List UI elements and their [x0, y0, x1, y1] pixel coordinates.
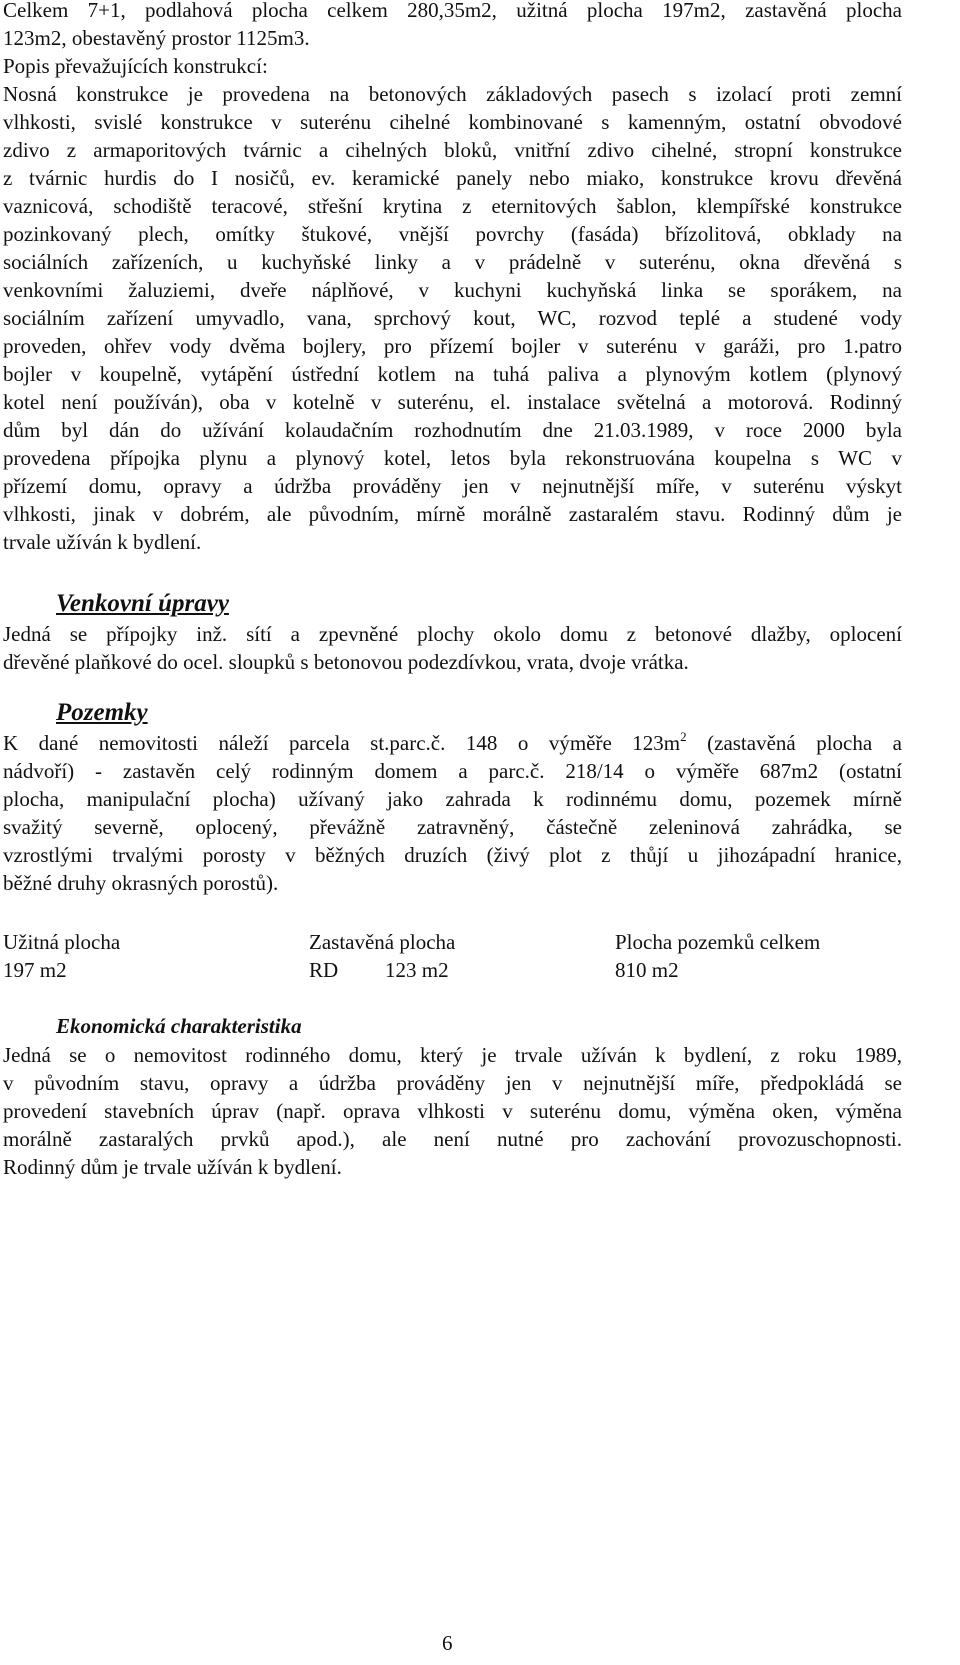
text-line: Popis převažujících konstrukcí:	[3, 54, 268, 78]
text-line: z tvárnic hurdis do I nosičů, ev. keramické panely nebo miako, konstrukce krovu dřevěná	[3, 166, 902, 190]
text-line: Jedná se přípojky inž. sítí a zpevněné plochy okolo domu z betonové dlažby, oplocení	[3, 622, 902, 646]
text-line: zdivo z armaporitových tvárnic a cihelných bloků, vnitřní zdivo cihelné, stropní konstrukce	[3, 138, 902, 162]
section-heading-ekonomicka: Ekonomická charakteristika	[56, 1014, 302, 1038]
text-line: přízemí domu, opravy a údržba prováděny jen v nejnutnější míře, v suterénu výskyt	[3, 474, 902, 498]
text-line	[3, 729, 902, 757]
section-heading-pozemky: Pozemky	[56, 699, 148, 726]
text-line: dům byl dán do užívání kolaudačním rozhodnutím dne 21.03.1989, v roce 2000 byla	[3, 418, 902, 442]
text-line: Rodinný dům je trvale užíván k bydlení.	[3, 1155, 342, 1179]
text-line: provedení stavebních úprav (např. oprava vlhkosti v suterénu domu, výměna oken, výměna	[3, 1099, 902, 1123]
text-line: provedena přípojka plynu a plynový kotel, letos byla rekonstruována koupelna s WC v	[3, 446, 902, 470]
text-segment: (zastavěná plocha a	[686, 731, 902, 755]
text-line: venkovními žaluziemi, dveře náplňové, v kuchyni kuchyňská linka se sporákem, na	[3, 278, 902, 302]
text-line: v původním stavu, opravy a údržba prováděny jen v nejnutnější míře, předpokládá se	[3, 1071, 902, 1095]
text-line: bojler v koupelně, vytápění ústřední kotlem na tuhá paliva a plynovým kotlem (plynový	[3, 362, 902, 386]
text-line: pozinkovaný plech, omítky štukové, vnější povrchy (fasáda) břízolitová, obklady na	[3, 222, 902, 246]
area-value-usable: 197 m2	[3, 958, 67, 982]
text-line: dřevěné plaňkové do ocel. sloupků s betonovou podezdívkou, vrata, dvoje vrátka.	[3, 650, 689, 674]
text-line: Nosná konstrukce je provedena na betonových základových pasech s izolací proti zemní	[3, 82, 902, 106]
area-value-built: 123 m2	[385, 958, 449, 982]
text-line: svažitý severně, oplocený, převážně zatravněný, částečně zeleninová zahrádka, se	[3, 815, 902, 839]
area-label-built: Zastavěná plocha	[309, 930, 456, 954]
text-line: vzrostlými trvalými porosty v běžných druzích (živý plot z thůjí u jihozápadní hranice,	[3, 843, 902, 867]
text-line: sociálních zařízeních, u kuchyňské linky a v prádelně v suterénu, okna dřevěná s	[3, 250, 902, 274]
section-heading-venkovni-upravy: Venkovní úpravy	[56, 590, 229, 617]
text-line: Celkem 7+1, podlahová plocha celkem 280,35m2, užitná plocha 197m2, zastavěná plocha	[3, 0, 902, 22]
text-line: plocha, manipulační plocha) užívaný jako zahrada k rodinnému domu, pozemek mírně	[3, 787, 902, 811]
page-number: 6	[442, 1631, 453, 1655]
text-line: nádvoří) - zastavěn celý rodinným domem a parc.č. 218/14 o výměře 687m2 (ostatní	[3, 759, 902, 783]
text-line: proveden, ohřev vody dvěma bojlery, pro přízemí bojler v suterénu v garáži, pro 1.patro	[3, 334, 902, 358]
area-prefix-rd: RD	[309, 958, 339, 982]
text-line: vlhkosti, jinak v dobrém, ale původním, mírně morálně zastaralém stavu. Rodinný dům je	[3, 502, 902, 526]
area-label-land: Plocha pozemků celkem	[615, 930, 821, 954]
area-value-land: 810 m2	[615, 958, 679, 982]
text-line: trvale užíván k bydlení.	[3, 530, 202, 554]
area-label-usable: Užitná plocha	[3, 930, 121, 954]
text-line: vlhkosti, svislé konstrukce v suterénu cihelné kombinované s kamenným, ostatní obvodové	[3, 110, 902, 134]
text-line: vaznicová, schodiště teracové, střešní krytina z eternitových šablon, klempířské konstrukce	[3, 194, 902, 218]
text-line: morálně zastaralých prvků apod.), ale není nutné pro zachování provozuschopnosti.	[3, 1127, 902, 1151]
text-line: běžné druhy okrasných porostů).	[3, 871, 279, 895]
text-line: Jedná se o nemovitost rodinného domu, který je trvale užíván k bydlení, z roku 1989,	[3, 1043, 902, 1067]
text-segment: K dané nemovitosti náleží parcela st.parc.č. 148 o výměře 123m	[3, 731, 681, 755]
text-line: kotel není používán), oba v kotelně v suterénu, el. instalace světelná a motorová. Rodinný	[3, 390, 902, 414]
superscript: 2	[680, 729, 687, 744]
text-line: 123m2, obestavěný prostor 1125m3.	[3, 26, 310, 50]
text-line: sociálním zařízení umyvadlo, vana, sprchový kout, WC, rozvod teplé a studené vody	[3, 306, 902, 330]
